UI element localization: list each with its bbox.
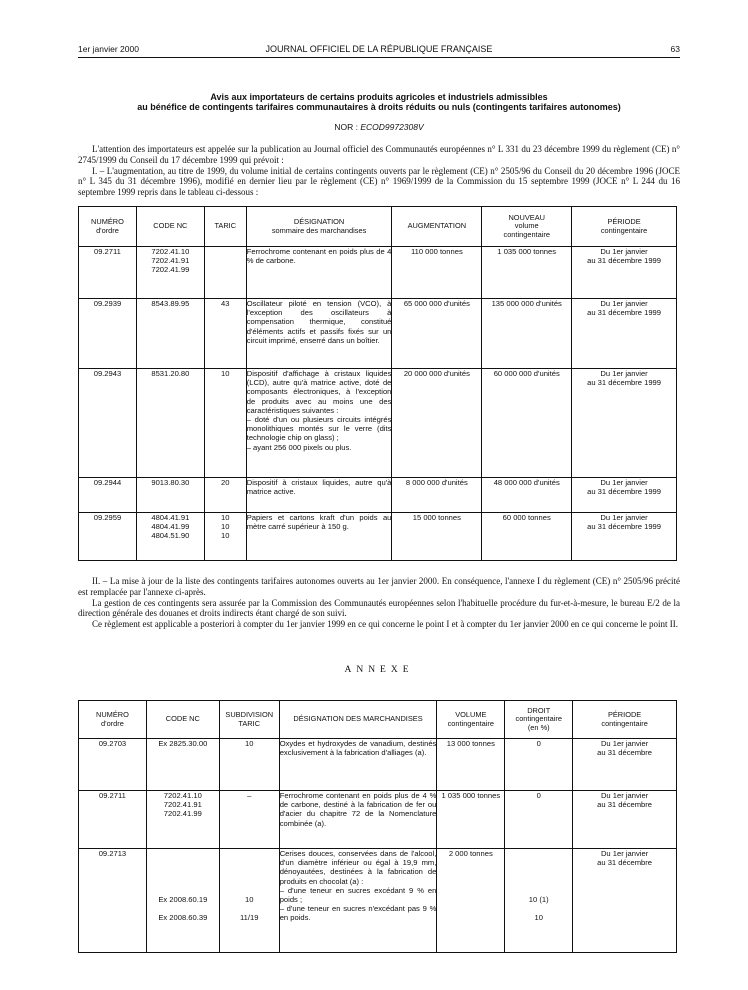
row-periode: Du 1er janvier au 31 décembre 1999 xyxy=(572,478,677,513)
row-numero: 09.2703 xyxy=(79,739,147,791)
row-numero: 09.2711 xyxy=(79,247,137,299)
row-code-nc: 9013.80.30 xyxy=(136,478,204,513)
row-numero: 09.2713 xyxy=(79,849,147,953)
row-designation: Papiers et cartons kraft d'un poids au mètre carré supérieur à 150 g. xyxy=(246,513,392,561)
row-droit: 0 xyxy=(505,739,573,791)
table-row xyxy=(79,369,677,478)
notice-title-line2: au bénéfice de contingents tarifaires communautaires à droits réduits ou nuls (contingents tarifaires autonomes) xyxy=(137,102,621,112)
row-augmentation: 65 000 000 d'unités xyxy=(392,299,482,369)
row-taric: 20 xyxy=(204,478,246,513)
row-nouveau-volume: 135 000 000 d'unités xyxy=(482,299,572,369)
row-volume: 13 000 tonnes xyxy=(437,739,505,791)
row-augmentation: 110 000 tonnes xyxy=(392,247,482,299)
row-augmentation: 8 000 000 d'unités xyxy=(392,478,482,513)
row-augmentation: 15 000 tonnes xyxy=(392,513,482,561)
row-droit: 10 (1) 10 xyxy=(505,849,573,953)
annexe-col-header-code-nc: CODE NC xyxy=(146,701,219,739)
annexe-title: ANNEXE xyxy=(344,665,414,675)
row-subdivision: – xyxy=(219,791,279,849)
nor-value: ECOD9972308V xyxy=(360,122,424,132)
row-taric: 10 10 10 xyxy=(204,513,246,561)
header-page-number: 63 xyxy=(670,44,680,54)
section-2-paragraph-3: Ce règlement est applicable a posteriori à compter du 1er janvier 1999 en ce qui concerne le point I et à compter du 1er janvier 2000 en ce qui concerne le point II. xyxy=(92,619,679,630)
annexe-col-header-periode: PÉRIODE contingentaire xyxy=(573,701,677,739)
col-header-taric: TARIC xyxy=(204,207,246,247)
row-subdivision: 10 11/19 xyxy=(219,849,279,953)
row-volume: 2 000 tonnes xyxy=(437,849,505,953)
row-periode: Du 1er janvier au 31 décembre xyxy=(573,739,677,791)
row-code-nc: 7202.41.10 7202.41.91 7202.41.99 xyxy=(146,791,219,849)
intro-paragraph-2: I. – L'augmentation, au titre de 1999, du volume initial de certains contingents ouverts par le règlement (CE) n° 2505/96 du Conseil du 20 décembre 1996 (JOCE n° L 345 du 31 décembre 1996), modifié en dernier lieu par le règlement (CE) n° 1969/1999 de la Commission du 15 septembre 1999 (JOCE n° L 244 du 16 septembre 1999 repris dans le tableau ci-dessous : xyxy=(78,165,680,198)
intro-text xyxy=(78,144,680,198)
col-header-periode: PÉRIODE contingentaire xyxy=(572,207,677,247)
row-taric xyxy=(204,247,246,299)
row-designation: Cerises douces, conservées dans de l'alcool, d'un diamètre inférieur ou égal à 19,9 mm, dénoyautées, destinées à la fabrication de produits en chocolat (a) : – d'une teneur en sucres excédant 9 % en poids ; – d'une teneur en sucres n'excédant pas 9 % en poids. xyxy=(279,849,437,953)
row-periode: Du 1er janvier au 31 décembre 1999 xyxy=(572,299,677,369)
table-row xyxy=(79,478,677,513)
col-header-augmentation: AUGMENTATION xyxy=(392,207,482,247)
row-nouveau-volume: 60 000 tonnes xyxy=(482,513,572,561)
row-designation: Ferrochrome contenant en poids plus de 4 % de carbone. xyxy=(246,247,392,299)
notice-title xyxy=(78,92,680,112)
row-numero: 09.2943 xyxy=(79,369,137,478)
annexe-col-header-subdivision: SUBDIVISION TARIC xyxy=(219,701,279,739)
notice-title-line1: Avis aux importateurs de certains produits agricoles et industriels admissibles xyxy=(210,92,548,102)
annexe-col-header-designation: DÉSIGNATION DES MARCHANDISES xyxy=(279,701,437,739)
row-code-nc: 7202.41.10 7202.41.91 7202.41.99 xyxy=(136,247,204,299)
row-subdivision: 10 xyxy=(219,739,279,791)
table-row xyxy=(79,849,677,953)
table-row xyxy=(79,299,677,369)
annexe-header-row xyxy=(79,701,677,739)
row-periode: Du 1er janvier au 31 décembre 1999 xyxy=(572,369,677,478)
row-designation: Oxydes et hydroxydes de vanadium, destinés exclusivement à la fabrication d'alliages (a). xyxy=(279,739,437,791)
row-code-nc: 4804.41.91 4804.41.99 4804.51.90 xyxy=(136,513,204,561)
row-designation: Dispositif à cristaux liquides, autre qu'à matrice active. xyxy=(246,478,392,513)
row-code-nc: 8531.20.80 xyxy=(136,369,204,478)
table-row xyxy=(79,513,677,561)
col-header-code-nc: CODE NC xyxy=(136,207,204,247)
row-code-nc: Ex 2825.30.00 xyxy=(146,739,219,791)
row-nouveau-volume: 48 000 000 d'unités xyxy=(482,478,572,513)
row-periode: Du 1er janvier au 31 décembre xyxy=(573,849,677,953)
header-date: 1er janvier 2000 xyxy=(78,44,139,54)
row-taric: 43 xyxy=(204,299,246,369)
table-row xyxy=(79,739,677,791)
table-header-row xyxy=(79,207,677,247)
row-numero: 09.2939 xyxy=(79,299,137,369)
row-nouveau-volume: 60 000 000 d'unités xyxy=(482,369,572,478)
row-droit: 0 xyxy=(505,791,573,849)
running-header xyxy=(78,44,680,58)
header-journal-title: JOURNAL OFFICIEL DE LA RÉPUBLIQUE FRANÇAISE xyxy=(265,44,493,54)
annexe-col-header-numero: NUMÉRO d'ordre xyxy=(79,701,147,739)
nor-reference xyxy=(78,122,680,132)
annexe-col-header-droit: DROIT contingentaire (en %) xyxy=(505,701,573,739)
row-periode: Du 1er janvier au 31 décembre xyxy=(573,791,677,849)
nor-label: NOR : xyxy=(334,122,358,132)
section-2-paragraph-1: II. – La mise à jour de la liste des contingents tarifaires autonomes ouverts au 1er janvier 2000. En conséquence, l'annexe I du règlement (CE) n° 2505/96 précité est remplacée par l'annexe ci-après. xyxy=(78,576,680,597)
row-periode: Du 1er janvier au 31 décembre 1999 xyxy=(572,247,677,299)
row-numero: 09.2959 xyxy=(79,513,137,561)
annexe-col-header-volume: VOLUME contingentaire xyxy=(437,701,505,739)
col-header-designation: DÉSIGNATION sommaire des marchandises xyxy=(246,207,392,247)
row-taric: 10 xyxy=(204,369,246,478)
row-volume: 1 035 000 tonnes xyxy=(437,791,505,849)
annexe-table xyxy=(78,700,677,953)
row-code-nc: Ex 2008.60.19 Ex 2008.60.39 xyxy=(146,849,219,953)
row-augmentation: 20 000 000 d'unités xyxy=(392,369,482,478)
intro-paragraph-1: L'attention des importateurs est appelée sur la publication au Journal officiel des Communautés européennes n° L 331 du 23 décembre 1999 du règlement (CE) n° 2745/1999 du Conseil du 17 décembre 1999 qui prévoit : xyxy=(78,144,680,165)
row-numero: 09.2711 xyxy=(79,791,147,849)
row-designation: Oscillateur piloté en tension (VCO), à l'exception des oscillateurs à compensation thermique, constitué d'éléments actifs et passifs fixés sur un circuit imprimé, enserré dans un boîtier. xyxy=(246,299,392,369)
row-designation: Ferrochrome contenant en poids plus de 4 % de carbone, destiné à la fabrication de fer ou d'acier du chapitre 72 de la Nomenclature combinée (a). xyxy=(279,791,437,849)
header-rule xyxy=(78,57,680,58)
quota-increase-table xyxy=(78,206,677,561)
row-code-nc: 8543.89.95 xyxy=(136,299,204,369)
col-header-numero: NUMÉRO d'ordre xyxy=(79,207,137,247)
section-2-text xyxy=(78,576,680,630)
col-header-nouveau-volume: NOUVEAU volume contingentaire xyxy=(482,207,572,247)
section-2-paragraph-2: La gestion de ces contingents sera assurée par la Commission des Communautés européennes selon l'habituelle procédure du fur-et-à-mesure, le bureau E/2 de la direction générale des douanes et droits indirects étant chargé de son suivi. xyxy=(78,597,680,619)
row-numero: 09.2944 xyxy=(79,478,137,513)
table-row xyxy=(79,247,677,299)
row-periode: Du 1er janvier au 31 décembre 1999 xyxy=(572,513,677,561)
row-nouveau-volume: 1 035 000 tonnes xyxy=(482,247,572,299)
table-row xyxy=(79,791,677,849)
row-designation: Dispositif d'affichage à cristaux liquides (LCD), autre qu'à matrice active, doté de composants électroniques, à l'exception de produits avec au moins une des caractéristiques suivantes : – doté d'un ou plusieurs circuits intégrés monolithiques montés sur le verre (dits technologie chip on glass) ; – ayant 256 000 pixels ou plus. xyxy=(246,369,392,478)
